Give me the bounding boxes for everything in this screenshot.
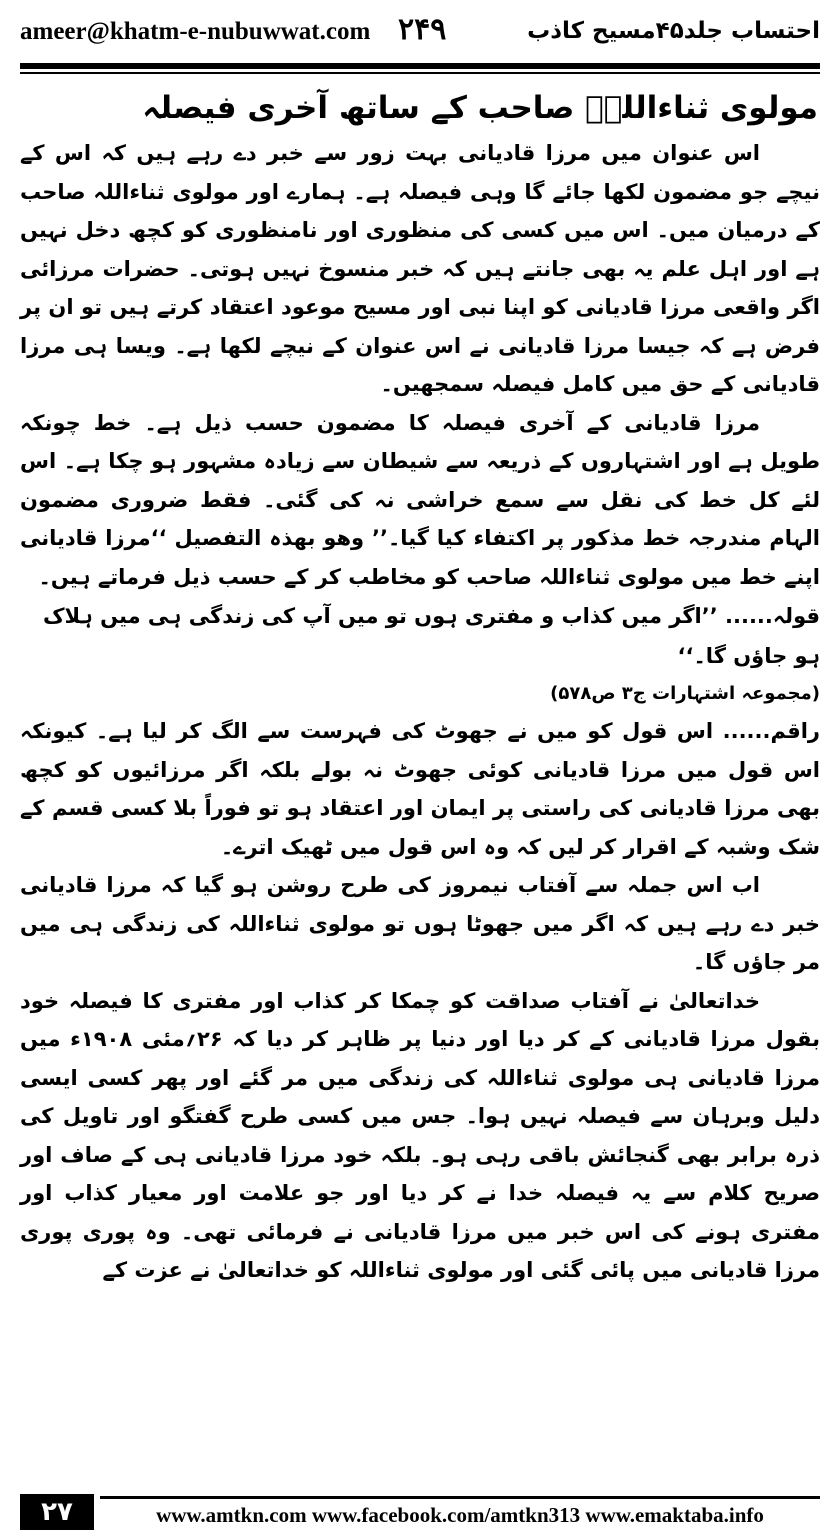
header-rule: [20, 63, 820, 69]
page-body: [20, 82, 820, 1290]
body-paragraph: خداتعالیٰ نے آفتاب صداقت کو چمکا کر کذاب اور مفتری کا فیصلہ خود بقول مرزا قادیانی کے کر دیا اور دنیا پر ظاہر کر دیا کہ ۲۶؍مئی ۱۹۰۸ء میں مرزا قادیانی ہی مولوی ثناءاللہ کی زندگی میں مر گئے اور پھر کسی ایسی دلیل وبرہان سے فیصلہ نہیں ہوا۔ جس میں کسی طرح گفتگو اور تاویل کی ذرہ برابر بھی گنجائش باقی رہی ہو۔ بلکہ خود مرزا قادیانی ہی کے صاف اور صریح کلام سے یہ فیصلہ خدا نے کر دیا اور جو علامت اور معیار کذاب اور مفتری ہونے کی اس خبر میں مرزا قادیانی نے فرمائی تھی۔ وہ پوری پوری مرزا قادیانی میں پائی گئی اور مولوی ثناءاللہ کو خداتعالیٰ نے عزت کے: [20, 988, 820, 1282]
page-number: ۲۴۹: [398, 12, 447, 47]
body-paragraph: اب اس جملہ سے آفتاب نیمروز کی طرح روشن ہو گیا کہ مرزا قادیانی خبر دے رہے ہیں کہ اگر میں جھوٹا ہوں تو مولوی ثناءاللہ کی زندگی ہی میں مر جاؤں گا۔: [20, 873, 820, 974]
body-paragraph: مرزا قادیانی کے آخری فیصلہ کا مضمون حسب ذیل ہے۔ خط چونکہ طویل ہے اور اشتہاروں کے ذریعہ سے شیطان سے زیادہ مشہور ہو چکا ہے۔ اس لئے کل خط کی نقل سے سمع خراشی نہ کی گئی۔ فقط ضروری مضمون الہام مندرجہ خط مذکور پر اکتفاء کیا گیا۔’’ وھو بھذہ التفصیل ‘‘مرزا قادیانی اپنے خط میں مولوی ثناءاللہ صاحب کو مخاطب کر کے حسب ذیل فرماتے ہیں۔: [20, 410, 820, 589]
body-paragraph: اس عنوان میں مرزا قادیانی بہت زور سے خبر دے رہے ہیں کہ اس کے نیچے جو مضمون لکھا جائے گا وہی فیصلہ ہے۔ ہمارے اور مولوی ثناءاللہ صاحب کے درمیان میں۔ اس میں کسی کی منظوری اور نامنظوری کو کچھ دخل نہیں ہے اور اہل علم یہ بھی جانتے ہیں کہ خبر منسوخ نہیں ہوتی۔ حضرات مرزائی اگر واقعی مرزا قادیانی کو اپنا نبی اور مسیح موعود اعتقاد کرتے ہیں تو ان پر فرض ہے کہ جیسا مرزا قادیانی نے اس عنوان کے نیچے لکھا ہے۔ ویسا ہی مرزا قادیانی کے حق میں کامل فیصلہ سمجھیں۔: [20, 141, 820, 396]
running-title: احتساب جلد۴۵مسیح کاذب: [527, 18, 820, 44]
section-title: مولوی ثناءاللہؒ صاحب کے ساتھ آخری فیصلہ: [142, 90, 818, 126]
header-rule-thin: [20, 72, 820, 74]
header-email: ameer@khatm-e-nubuwwat.com: [20, 18, 371, 45]
footer-page-box: ۲۷: [20, 1494, 94, 1530]
footer-links: www.amtkn.com www.facebook.com/amtkn313 www.emaktaba.info: [156, 1503, 764, 1527]
quotation: قولہ...... ’’اگر میں کذاب و مفتری ہوں تو میں آپ کی زندگی ہی میں ہلاک ہو جاؤں گا۔‘‘: [43, 604, 820, 668]
page-header: [20, 14, 820, 62]
citation: (مجموعہ اشتہارات ج۳ ص۵۷۸): [550, 683, 820, 704]
footer-rule: [100, 1496, 820, 1499]
body-paragraph: راقم...... اس قول کو میں نے جھوٹ کی فہرست سے الگ کر لیا ہے۔ کیونکہ اس قول میں مرزا قادیانی کوئی جھوٹ نہ بولے بلکہ اگر مرزائیوں کو کچھ بھی مرزا قادیانی کی راستی پر ایمان اور اعتقاد ہو تو فوراً بلا کسی قسم کے شک وشبہ کے اقرار کر لیں کہ وہ اس قول میں ٹھیک اترے۔: [20, 719, 820, 859]
